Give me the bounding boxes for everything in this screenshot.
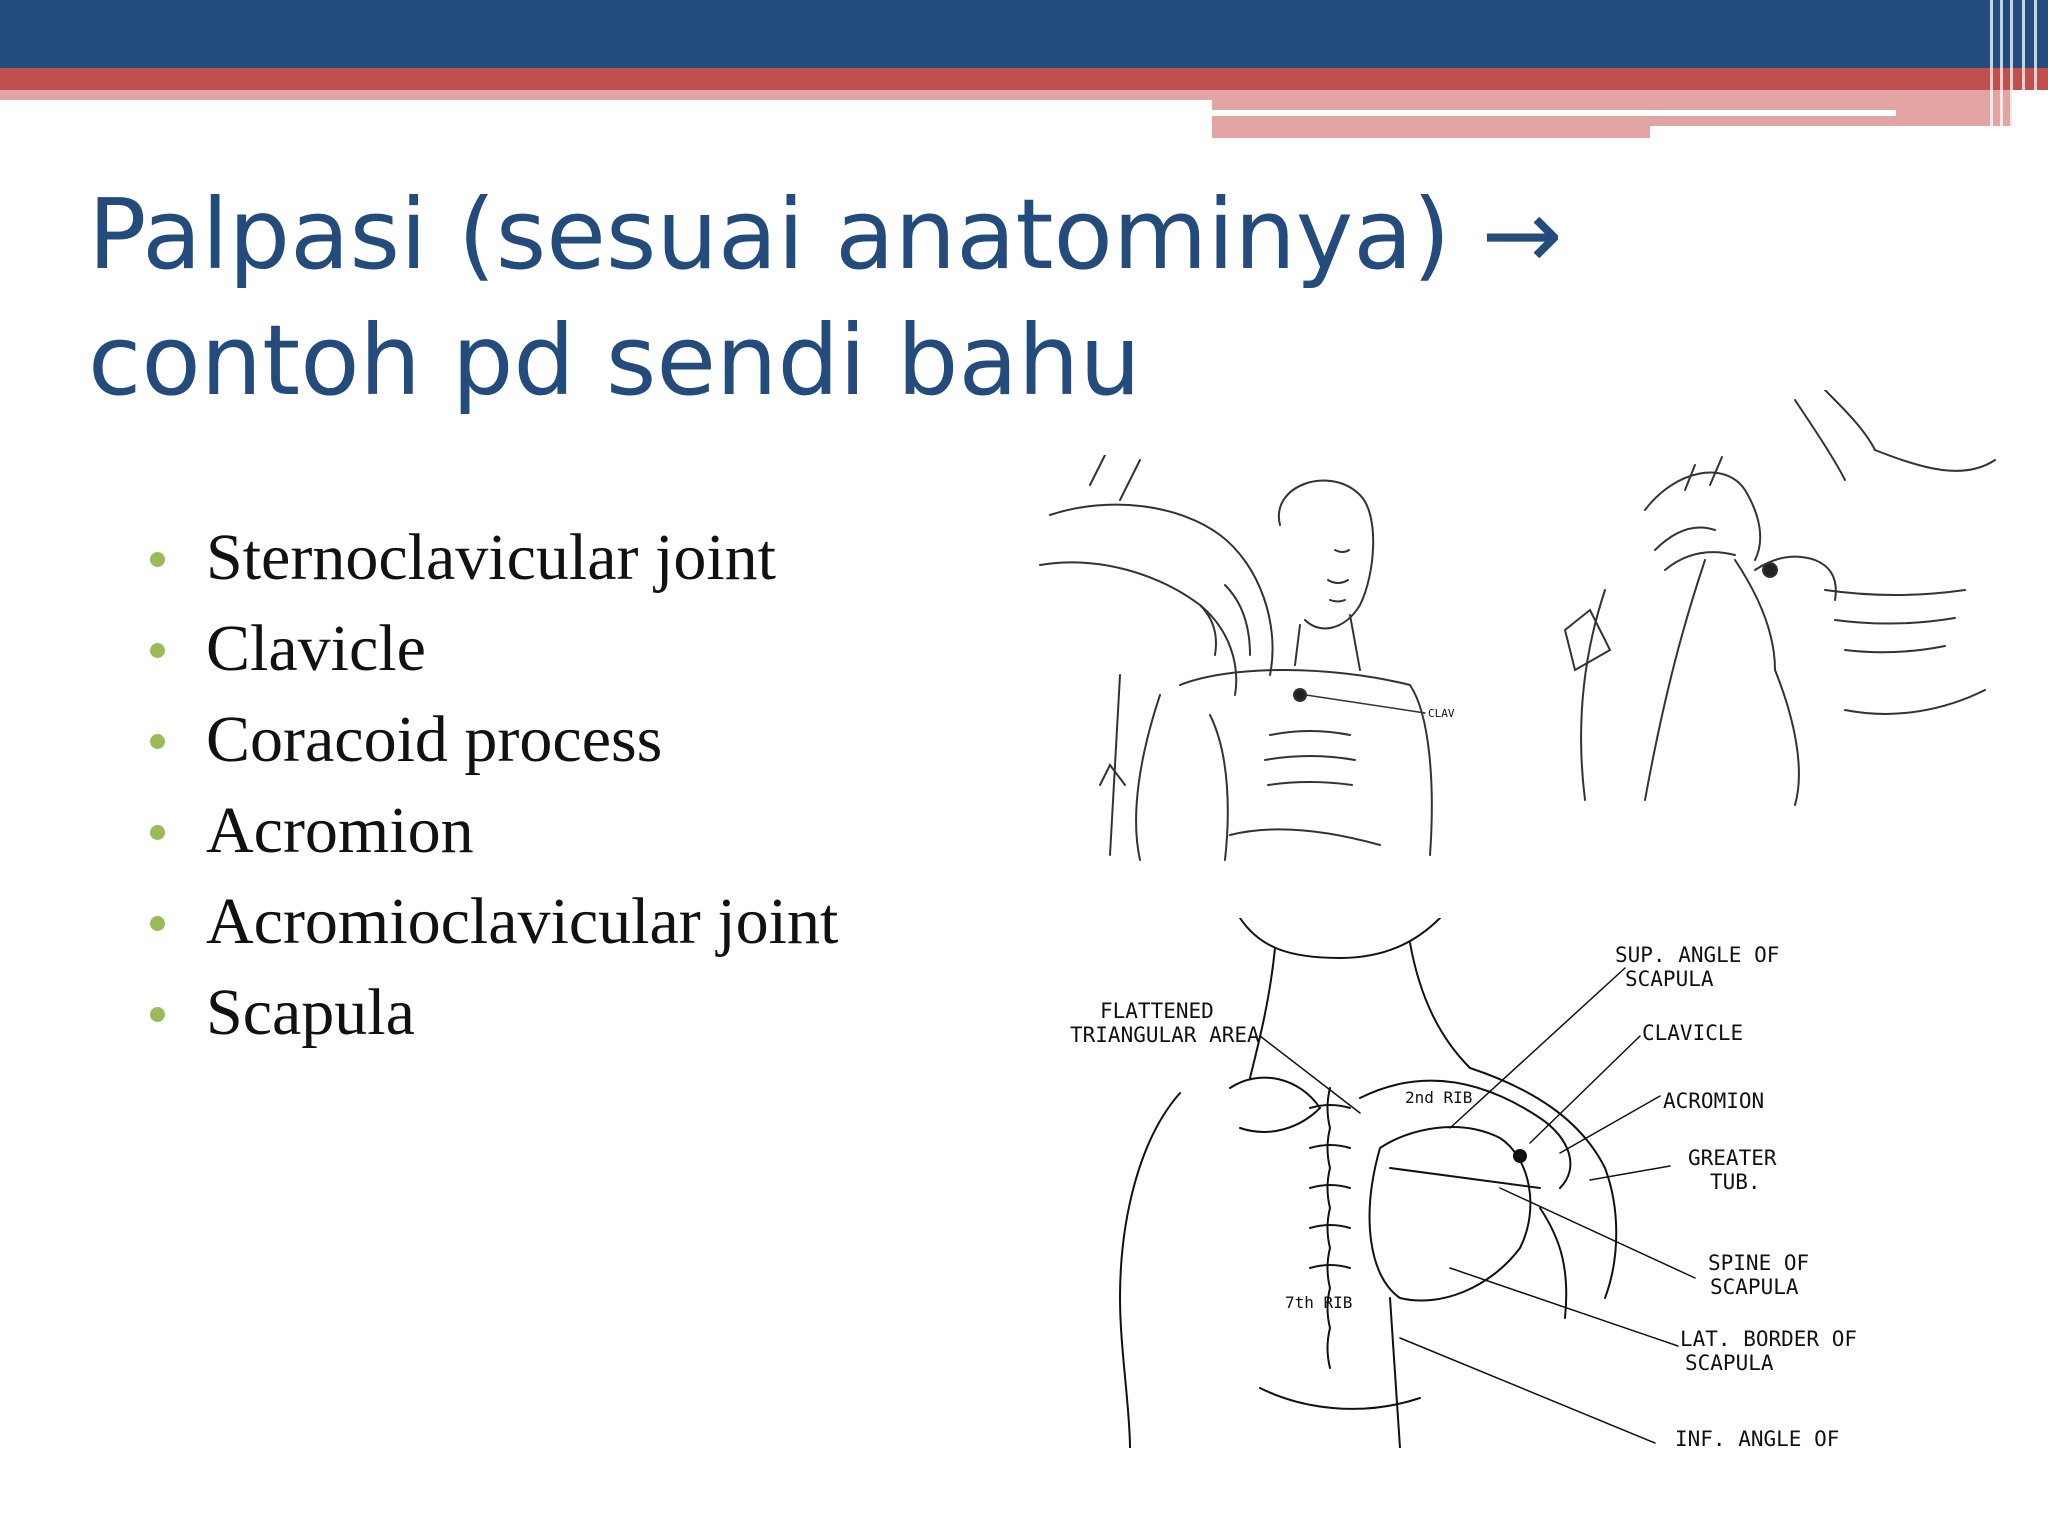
posterior-shoulder-anatomy-illustration	[1060, 918, 1880, 1448]
header-white-line	[1212, 110, 1896, 116]
bullet-text: Acromion	[206, 794, 474, 867]
flattened-label: FLATTENED	[1100, 999, 1214, 1023]
bullet-item	[150, 512, 838, 603]
clavicle-label: CLAVICLE	[1642, 1021, 1744, 1045]
acromion-label: ACROMION	[1663, 1089, 1765, 1113]
bullet-dot-icon	[150, 643, 165, 658]
tub-label: TUB.	[1710, 1170, 1761, 1194]
header-blue-bar	[0, 0, 2048, 68]
lat-border-label: LAT. BORDER OF	[1680, 1327, 1858, 1351]
header-white-block	[1650, 126, 2048, 138]
bullet-item	[150, 694, 838, 785]
bullet-text: Sternoclavicular joint	[206, 521, 776, 594]
bullet-dot-icon	[150, 916, 165, 931]
slide-title	[88, 172, 1588, 424]
header-stripe	[2034, 0, 2037, 138]
bullet-text: Scapula	[206, 976, 415, 1049]
header-red-bar	[0, 68, 2048, 90]
bullet-text: Clavicle	[206, 612, 426, 685]
rib2-label: 2nd RIB	[1405, 1088, 1473, 1107]
header-stripe	[2010, 0, 2013, 138]
bullet-list	[150, 512, 838, 1058]
bullet-item	[150, 603, 838, 694]
bullet-text: Coracoid process	[206, 703, 663, 776]
slide-title-line-2: contoh pd sendi bahu	[88, 304, 1141, 417]
bullet-dot-icon	[150, 825, 165, 840]
header-stripe	[2022, 0, 2025, 138]
bullet-item	[150, 967, 838, 1058]
header-pink-bar-left	[0, 90, 1212, 100]
spine-label: SPINE OF	[1708, 1251, 1810, 1275]
lat-border-label-2: SCAPULA	[1685, 1351, 1774, 1375]
bullet-item	[150, 785, 838, 876]
slide-title-line-1: Palpasi (sesuai anatominya) →	[88, 178, 1563, 291]
bullet-text: Acromioclavicular joint	[206, 885, 839, 958]
header-stripe	[1990, 0, 1993, 138]
bullet-dot-icon	[150, 552, 165, 567]
bullet-dot-icon	[150, 734, 165, 749]
sup-angle-label: SUP. ANGLE OF	[1615, 943, 1780, 967]
sup-angle-label-2: SCAPULA	[1625, 967, 1714, 991]
greater-label: GREATER	[1688, 1146, 1777, 1170]
palpation-clavicle-illustration	[1030, 455, 1490, 865]
header-stripe	[2000, 0, 2003, 138]
clav-label: CLAV	[1428, 707, 1455, 720]
rib7-label: 7th RIB	[1285, 1293, 1353, 1312]
triangular-area-label: TRIANGULAR AREA	[1070, 1023, 1260, 1047]
inf-angle-label: INF. ANGLE OF	[1675, 1427, 1840, 1448]
bullet-item	[150, 876, 838, 967]
palpation-shoulder-illustration	[1545, 390, 2000, 810]
spine-label-2: SCAPULA	[1710, 1275, 1799, 1299]
bullet-dot-icon	[150, 1007, 165, 1022]
